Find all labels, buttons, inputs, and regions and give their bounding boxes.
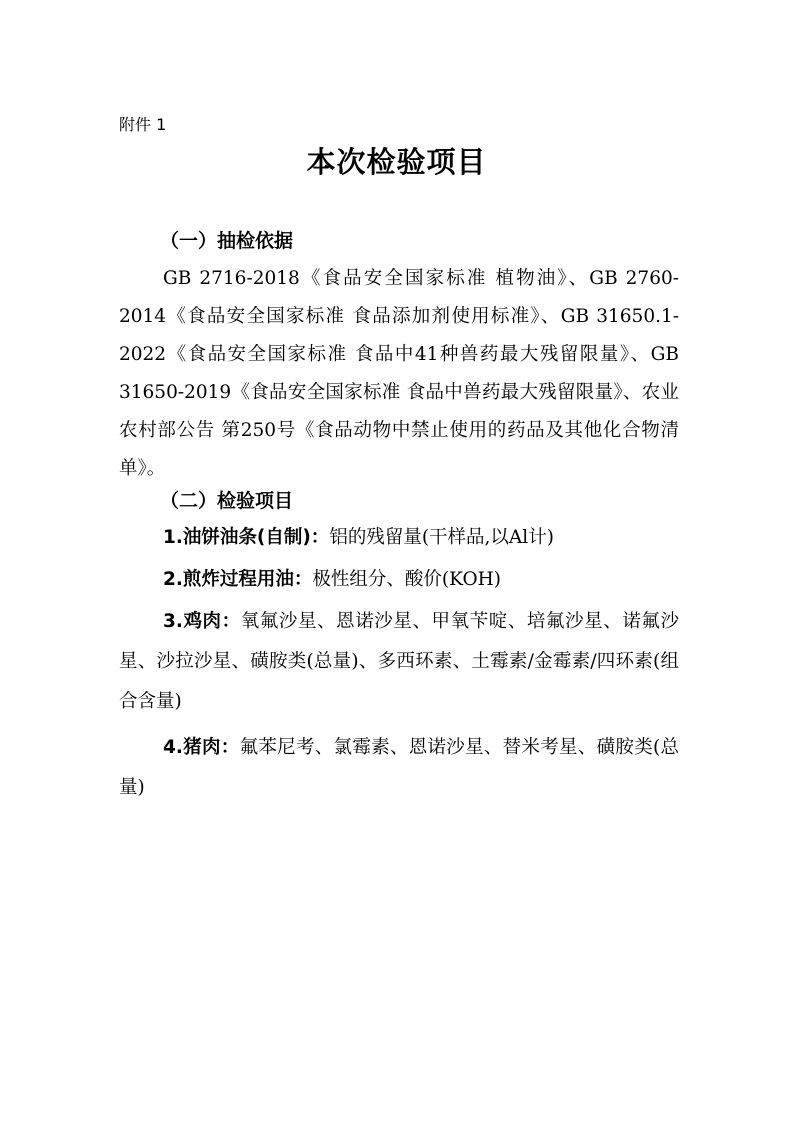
item-label: 4.猪肉：: [163, 737, 240, 758]
inspection-item: [119, 602, 679, 722]
item-label: 2.煎炸过程用油：: [163, 569, 313, 590]
section-heading-basis: （一）抽检依据: [160, 230, 294, 252]
item-content: 氟苯尼考、氯霉素、恩诺沙星、替米考星、磺胺类(总量): [119, 737, 679, 798]
item-content: 极性组分、酸价(KOH): [312, 569, 501, 590]
document-title: 本次检验项目: [306, 145, 487, 179]
item-content: 氧氟沙星、恩诺沙星、甲氧苄啶、培氟沙星、诺氟沙星、沙拉沙星、磺胺类(总量)、多西环素、土霉素/金霉素/四环素(组合含量): [119, 611, 679, 712]
item-label: 3.鸡肉：: [163, 611, 241, 632]
item-content: 铝的残留量(干样品,以Al计): [329, 527, 554, 548]
item-label: 1.油饼油条(自制)：: [163, 527, 330, 548]
inspection-item: [119, 518, 679, 558]
basis-paragraph: GB 2716-2018《食品安全国家标准 植物油》、GB 2760-2014《食品安全国家标准 食品添加剂使用标准》、GB 31650.1-2022《食品安全国家标准 食品中41种兽药最大残留限量》、GB 31650-2019《食品安全国家标准 食品中兽药最大残留限量》、农业农村部公告 第250号《食品动物中禁止使用的药品及其他化合物清单》。: [119, 268, 679, 479]
inspection-item: [119, 560, 679, 600]
attachment-label: 附件 1: [119, 115, 167, 134]
section-heading-items: （二）检验项目: [160, 490, 294, 512]
inspection-item: [119, 728, 679, 808]
